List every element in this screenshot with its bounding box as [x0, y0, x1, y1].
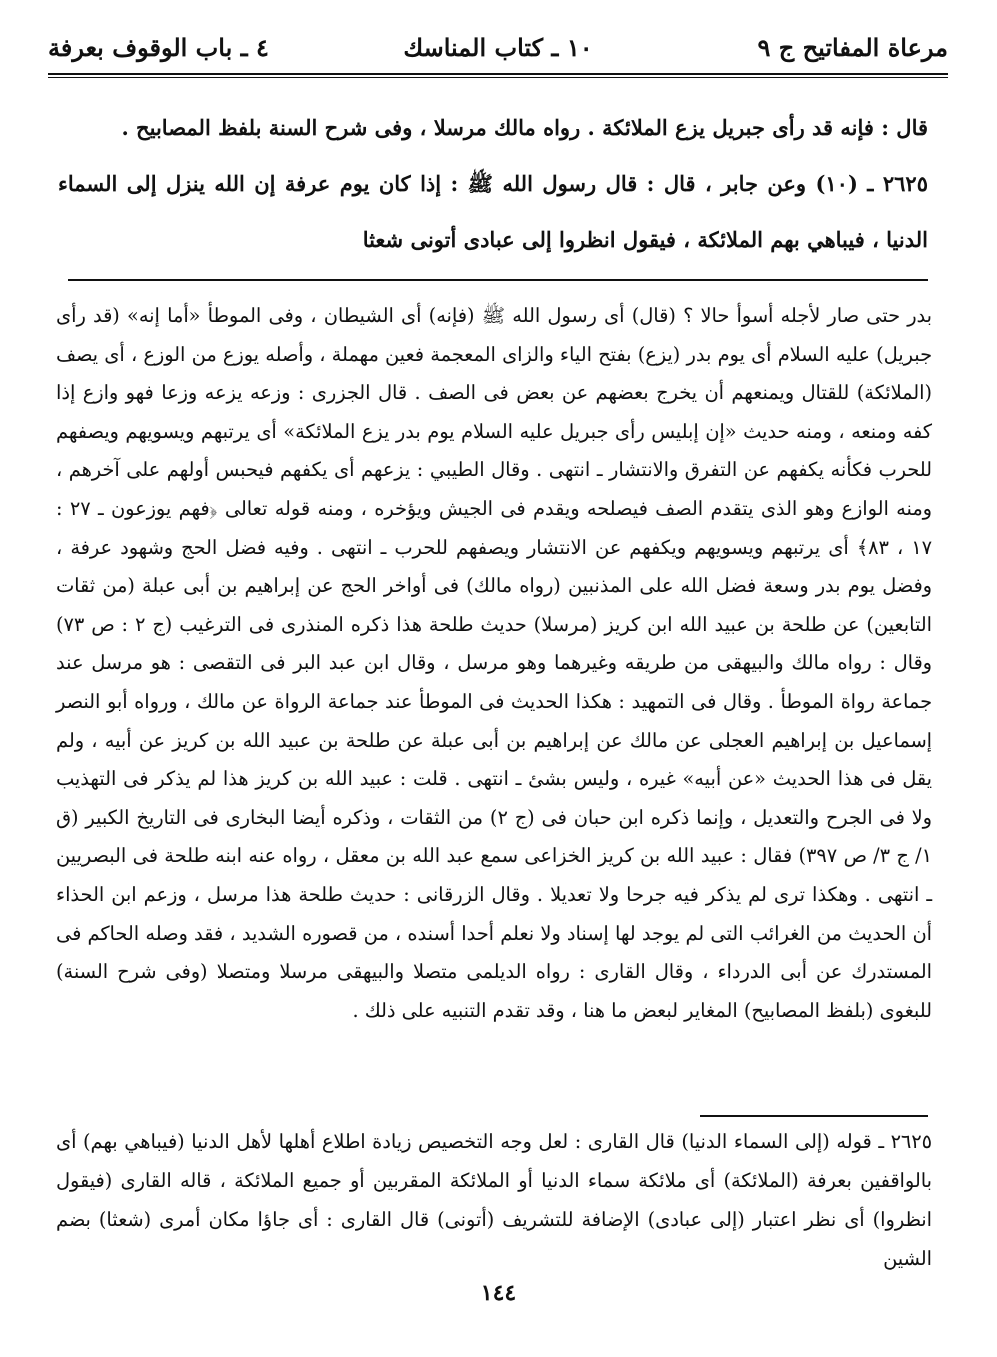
commentary-paragraph: بدر حتى صار لأجله أسوأ حالا ؟ (قال) أى رسول الله ﷺ (فإنه) أى الشيطان ، وفى الموطأ «أما إنه» (قد رأى جبريل) عليه السلام أى يوم بدر (يزع) بفتح الياء والزاى المعجمة فعين مهملة ، وأصله يوزع من الوزع ، أى يصف (الملائكة) للقتال ويمنعهم أن يخرج بعضهم عن بعض فى الصف . قال الجزرى : وزعه يزعه وزعا فهو وازع إذا كفه ومنعه ، ومنه حديث «إن إبليس رأى جبريل عليه السلام يوم بدر يزع الملائكة» أى يرتبهم ويسويهم ويصفهم للحرب فكأنه يكفهم عن التفرق والانتشار ـ انتهى . وقال الطيبي : يزعهم أى يكفهم فيحبس أولهم على آخرهم ، ومنه الوازع وهو الذى يتقدم الصف فيصلحه ويقدم فى الجيش ويؤخره ، ومنه قوله تعالى ﴿فهم يوزعون ـ ٢٧ : ١٧ ، ٨٣﴾ أى يرتبهم ويسويهم ويكفهم عن الانتشار ويصفهم للحرب ـ انتهى . وفيه فضل الحج وشهود عرفة ، وفضل يوم بدر وسعة فضل الله على المذنبين (رواه مالك) فى أواخر الحج عن إبراهيم بن أبى عبلة (من ثقات التابعين) عن طلحة بن عبيد الله ابن كريز (مرسلا) حديث طلحة هذا ذكره المنذرى فى الترغيب (ج ٢ : ص ٧٣) وقال : رواه مالك والبيهقى من طريقه وغيرهما وهو مرسل ، وقال ابن عبد البر فى التقصى : هو مرسل عند جماعة رواة الموطأ . وقال فى التمهيد : هكذا الحديث فى الموطأ عند جماعة الرواة عن مالك ، ورواه أبو النصر إسماعيل بن إبراهيم العجلى عن مالك عن إبراهيم بن أبى عبلة عن طلحة بن عبيد الله بن كريز عن أبيه ، ولم يقل فى هذا الحديث «عن أبيه» غيره ، وليس بشئ ـ انتهى . قلت : عبيد الله بن كريز هذا لم يذكر فى التهذيب ولا فى الجرح والتعديل ، وإنما ذكره ابن حبان فى (ج ٢) من الثقات ، وذكره أيضا البخارى فى التاريخ الكبير (ق ١/ ج ٣/ ص ٣٩٧) فقال : عبيد الله بن كريز الخزاعى سمع عبد الله بن معقل ، رواه عنه ابنه طلحة فى البصريين ـ انتهى . وهكذا ترى لم يذكر فيه جرحا ولا تعديلا . وقال الزرقانى : حديث طلحة هذا مرسل ، وزعم ابن الحذاء أن الحديث من الغرائب التى لم يوجد لها إسناد ولا نعلم أحدا أسنده ، من قصوره الشديد ، فقد وصله الحاكم فى المستدرك عن أبى الدرداء ، وقال القارى : رواه الديلمى متصلا والبيهقى مرسلا ومتصلا (وفى شرح السنة) للبغوى (بلفظ المصابيح) المغاير لبعض ما هنا ، وقد تقدم التنبيه على ذلك .	[56, 304, 932, 1022]
running-header	[48, 28, 948, 68]
header-section-title: ٤ ـ باب الوقوف بعرفة	[48, 33, 269, 62]
hadith-2625: ٢٦٢٥ ـ (١٠) وعن جابر ، قال : قال رسول الله ﷺ : إذا كان يوم عرفة إن الله ينزل إلى السماء الدنيا ، فيباهي بهم الملائكة ، فيقول انظروا إلى عبادى أتونى شعثا	[58, 171, 928, 252]
header-book-title: مرعاة المفاتيح ج ٩	[757, 33, 948, 62]
header-divider	[48, 73, 948, 78]
page-number: ١٤٤	[480, 1280, 517, 1306]
commentary-block	[56, 297, 932, 1030]
header-chapter-title: ١٠ ـ كتاب المناسك	[403, 33, 593, 62]
hadith-text-block	[58, 100, 928, 268]
hadith-continuation: قال : فإنه قد رأى جبريل يزع الملائكة . رواه مالك مرسلا ، وفى شرح السنة بلفظ المصابيح .	[121, 115, 928, 140]
hadith-divider	[68, 279, 928, 281]
note-block	[56, 1122, 932, 1278]
commentary-divider	[700, 1115, 928, 1117]
note-2625: ٢٦٢٥ ـ قوله (إلى السماء الدنيا) قال القارى : لعل وجه التخصيص زيادة اطلاع أهلها لأهل الدنيا (فيباهي بهم) أى بالواقفين بعرفة (الملائكة) أى ملائكة سماء الدنيا أو الملائكة المقربين أو جميع الملائكة ، قاله القارى (فيقول انظروا) أى نظر اعتبار (إلى عبادى) الإضافة للتشريف (أتونى) قال القارى : أى جاؤا مكان أمرى (شعثا) بضم الشين	[56, 1130, 932, 1270]
